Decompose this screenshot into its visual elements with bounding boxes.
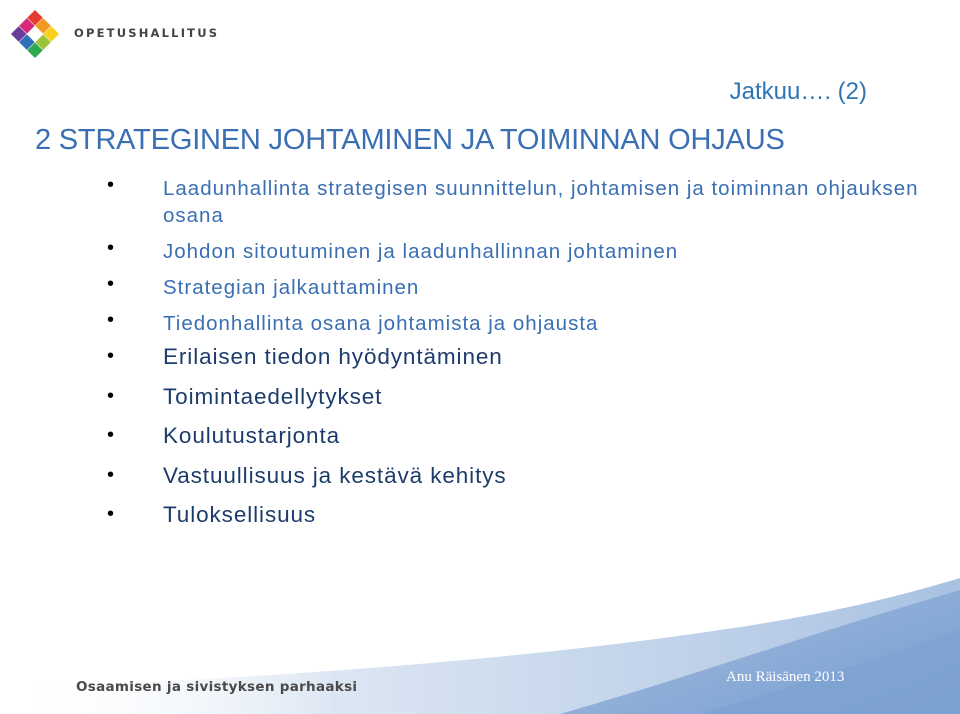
bullet-text: Tuloksellisuus <box>163 502 317 528</box>
bullet-icon: • <box>107 503 115 526</box>
bullet-text: Toimintaedellytykset <box>163 383 383 409</box>
continuation-label: Jatkuu…. (2) <box>729 78 867 105</box>
bullet-icon: • <box>107 174 115 196</box>
bullet-item <box>0 416 960 456</box>
bullet-item <box>0 456 960 496</box>
bullet-icon: • <box>107 309 115 331</box>
bullet-item <box>0 307 960 337</box>
bullet-text: Strategian jalkauttaminen <box>163 276 420 299</box>
bullet-text: Vastuullisuus ja kestävä kehitys <box>163 462 507 488</box>
bullet-item <box>0 235 960 265</box>
bullet-item <box>0 337 960 377</box>
bullet-text: Erilaisen tiedon hyödyntäminen <box>163 344 503 369</box>
bullet-item <box>0 271 960 301</box>
footer-author: Anu Räisänen 2013 <box>726 669 845 685</box>
bullet-text: Tiedonhallinta osana johtamista ja ohjausta <box>163 312 599 335</box>
brand-name: OPETUSHALLITUS <box>74 26 220 40</box>
bullet-text: Koulutustarjonta <box>163 423 341 449</box>
bullet-item <box>0 172 960 229</box>
opetushallitus-logo-icon <box>8 7 62 61</box>
bullet-list <box>0 172 960 535</box>
bullet-icon: • <box>107 424 115 447</box>
bullet-icon: • <box>107 463 115 486</box>
bullet-icon: • <box>107 273 115 295</box>
slide-title: 2 STRATEGINEN JOHTAMINEN JA TOIMINNAN OHJAUS <box>35 124 785 156</box>
bullet-text: Laadunhallinta strategisen suunnittelun, johtamisen ja toiminnan ohjauksen osana <box>163 177 919 227</box>
bullet-icon: • <box>107 237 115 259</box>
bullet-item <box>0 377 960 417</box>
bullet-icon: • <box>107 384 115 407</box>
bullet-icon: • <box>107 345 115 367</box>
bullet-item <box>0 495 960 535</box>
bullet-text: Johdon sitoutuminen ja laadunhallinnan johtaminen <box>163 240 679 263</box>
footer-tagline: Osaamisen ja sivistyksen parhaaksi <box>76 679 358 695</box>
